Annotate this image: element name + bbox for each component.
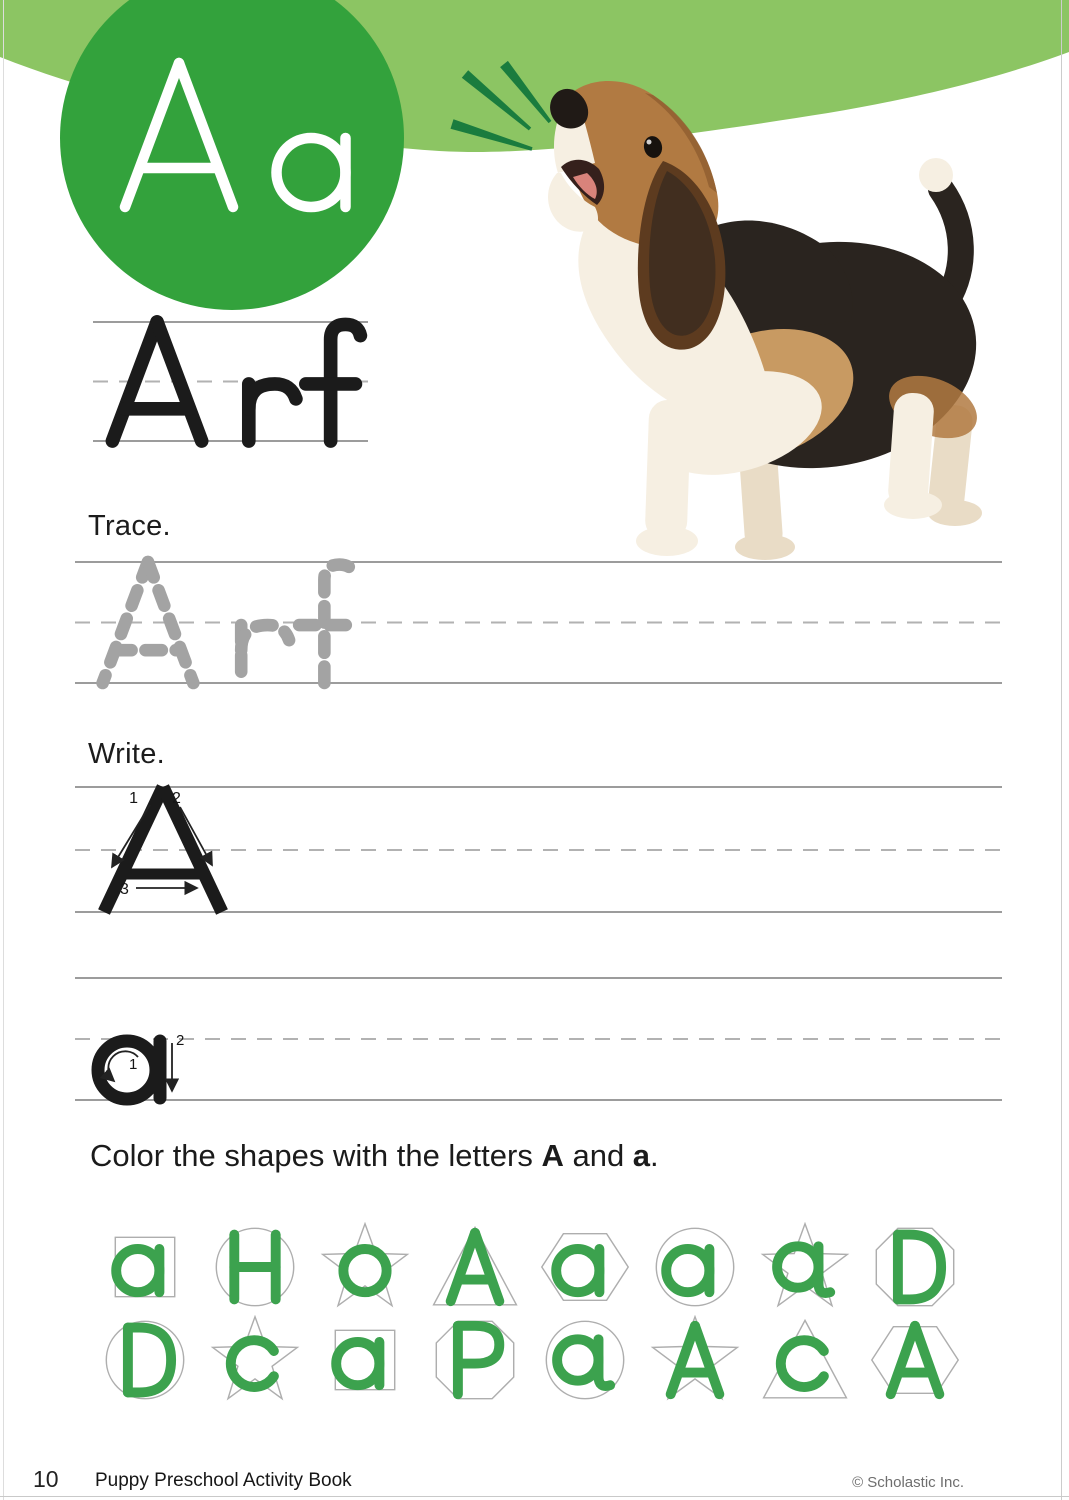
shape-letter: [336, 1342, 379, 1385]
shape-letter: [234, 1235, 275, 1300]
stroke-number: 1: [129, 790, 138, 807]
write-lowercase-guide[interactable]: [70, 965, 1010, 1115]
puppy: [548, 81, 993, 560]
trace-label: Trace.: [88, 510, 171, 542]
colorable-shape-circle[interactable]: [650, 1222, 740, 1312]
page-edge-left: [3, 0, 4, 1500]
shape-row: [100, 1315, 968, 1405]
trace-guide-lines[interactable]: [70, 555, 1010, 695]
page-number: 10: [33, 1466, 59, 1492]
colorable-shape-circle[interactable]: [210, 1222, 300, 1312]
colorable-shape-octagon[interactable]: [870, 1222, 960, 1312]
shape-letter: [458, 1326, 499, 1394]
colorable-shape-hexagon[interactable]: [870, 1315, 960, 1405]
color-instruction: [90, 1138, 659, 1174]
instruction-text: Color the shapes with the letters: [90, 1138, 542, 1173]
shape-letter: [116, 1249, 159, 1292]
copyright: © Scholastic Inc.: [852, 1474, 964, 1491]
letter-badge: [60, 0, 404, 310]
colorable-shape-triangle[interactable]: [430, 1222, 520, 1312]
instruction-text: and: [563, 1138, 633, 1173]
shapes-grid: [100, 1222, 968, 1408]
colorable-shape-octagon[interactable]: [430, 1315, 520, 1405]
stroke-number: 2: [176, 1032, 185, 1049]
instruction-letter-lower: a: [632, 1138, 651, 1173]
word-heading: [70, 315, 390, 450]
shape-letter: [666, 1249, 709, 1292]
page-edge-right: [1061, 0, 1062, 1500]
shape-row: [100, 1222, 968, 1312]
colorable-shape-triangle[interactable]: [760, 1315, 850, 1405]
beagle-puppy-image: [495, 55, 1000, 565]
instruction-text: .: [650, 1138, 659, 1173]
colorable-shape-star[interactable]: [320, 1222, 410, 1312]
colorable-shape-star[interactable]: [650, 1315, 740, 1405]
write-uppercase-guide[interactable]: [70, 775, 1010, 925]
colorable-shape-hexagon[interactable]: [540, 1222, 630, 1312]
colorable-shape-circle[interactable]: [100, 1315, 190, 1405]
stroke-number: 1: [129, 1056, 138, 1073]
shape-letter: [898, 1235, 941, 1300]
colorable-shape-square[interactable]: [320, 1315, 410, 1405]
shape-letter: [891, 1326, 940, 1394]
shape-letter: [556, 1249, 599, 1292]
shape-letter: [777, 1246, 830, 1293]
colorable-shape-square[interactable]: [100, 1222, 190, 1312]
colorable-shape-star[interactable]: [210, 1315, 300, 1405]
write-label: Write.: [88, 738, 165, 770]
instruction-letter-upper: A: [541, 1138, 564, 1173]
colorable-shape-star[interactable]: [760, 1222, 850, 1312]
colorable-shape-circle[interactable]: [540, 1315, 630, 1405]
shape-letter: [671, 1326, 720, 1394]
stroke-number: 3: [120, 881, 129, 898]
book-title: Puppy Preschool Activity Book: [95, 1470, 352, 1491]
letter-badge-text: [60, 0, 404, 310]
shape-letter: [128, 1328, 171, 1393]
shape-letter: [781, 1340, 824, 1387]
shape-letter: [451, 1233, 500, 1301]
page-edge-bottom: [0, 1496, 1069, 1497]
shape-letter: [557, 1339, 610, 1386]
stroke-number: 2: [172, 790, 181, 807]
